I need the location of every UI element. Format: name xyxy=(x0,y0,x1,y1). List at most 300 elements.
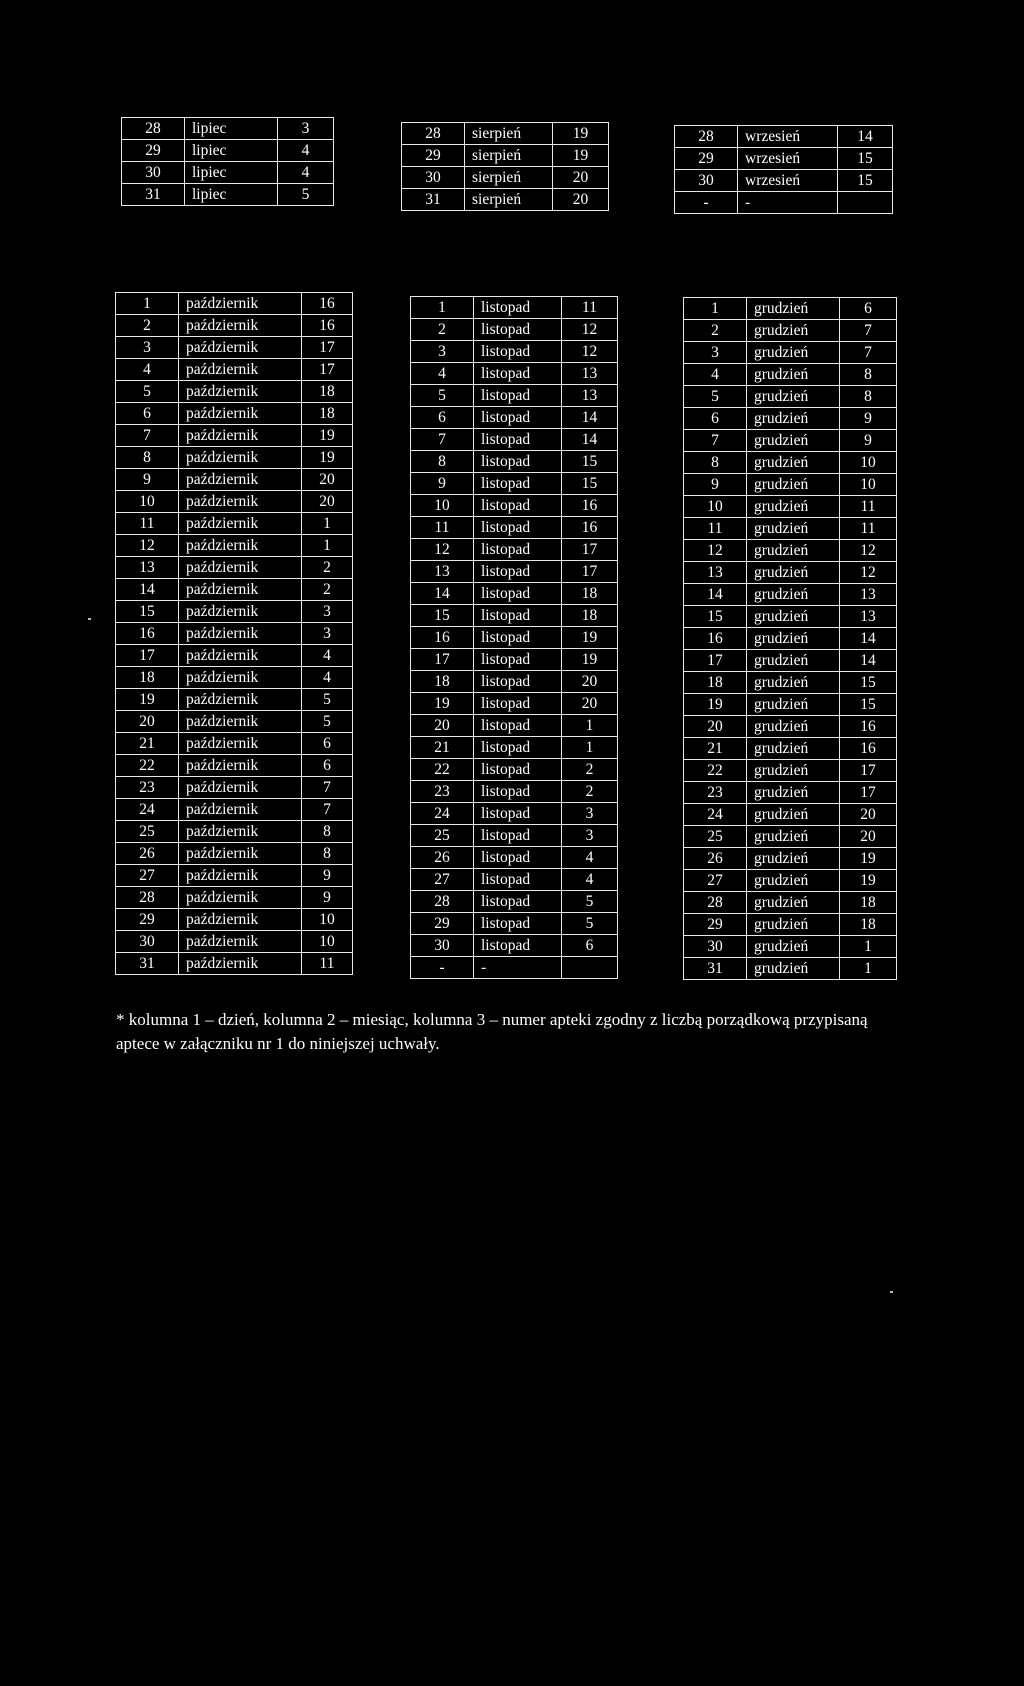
schedule-row xyxy=(684,474,897,496)
schedule-row xyxy=(684,496,897,518)
day-cell: 19 xyxy=(411,693,474,715)
schedule-row xyxy=(684,628,897,650)
schedule-november xyxy=(410,296,618,979)
pharmacy-number-cell: 15 xyxy=(838,148,893,170)
schedule-row xyxy=(684,672,897,694)
month-cell: grudzień xyxy=(747,474,840,496)
pharmacy-number-cell: 20 xyxy=(302,491,353,513)
month-cell: październik xyxy=(179,491,302,513)
pharmacy-number-cell: 15 xyxy=(840,694,897,716)
pharmacy-number-cell: 12 xyxy=(840,540,897,562)
schedule-row xyxy=(684,958,897,980)
pharmacy-number-cell: 5 xyxy=(562,891,618,913)
pharmacy-number-cell xyxy=(838,192,893,214)
month-cell: listopad xyxy=(474,759,562,781)
pharmacy-number-cell: 6 xyxy=(840,298,897,320)
month-cell: sierpień xyxy=(465,189,553,211)
day-cell: 30 xyxy=(684,936,747,958)
month-cell: listopad xyxy=(474,495,562,517)
day-cell: 15 xyxy=(116,601,179,623)
month-cell: grudzień xyxy=(747,342,840,364)
pharmacy-number-cell: 15 xyxy=(838,170,893,192)
schedule-december xyxy=(683,297,897,980)
schedule-row xyxy=(684,408,897,430)
schedule-row xyxy=(411,429,618,451)
scan-speck xyxy=(88,618,91,620)
day-cell: 28 xyxy=(411,891,474,913)
month-cell: październik xyxy=(179,689,302,711)
pharmacy-number-cell: 20 xyxy=(553,189,609,211)
schedule-row xyxy=(411,451,618,473)
schedule-row xyxy=(116,491,353,513)
schedule-row xyxy=(116,557,353,579)
schedule-row xyxy=(411,715,618,737)
month-cell: listopad xyxy=(474,319,562,341)
pharmacy-number-cell: 13 xyxy=(562,363,618,385)
schedule-row xyxy=(684,342,897,364)
schedule-row xyxy=(402,189,609,211)
day-cell: 10 xyxy=(411,495,474,517)
schedule-row xyxy=(116,337,353,359)
pharmacy-number-cell: 17 xyxy=(562,561,618,583)
day-cell: 1 xyxy=(684,298,747,320)
month-cell: październik xyxy=(179,535,302,557)
pharmacy-number-cell: 3 xyxy=(562,825,618,847)
month-cell: grudzień xyxy=(747,606,840,628)
pharmacy-number-cell: 7 xyxy=(302,799,353,821)
month-cell: grudzień xyxy=(747,452,840,474)
day-cell: 31 xyxy=(402,189,465,211)
pharmacy-number-cell: 1 xyxy=(302,513,353,535)
day-cell: 28 xyxy=(402,123,465,145)
pharmacy-number-cell: 2 xyxy=(562,781,618,803)
schedule-row xyxy=(684,716,897,738)
day-cell: 14 xyxy=(411,583,474,605)
day-cell: 25 xyxy=(116,821,179,843)
pharmacy-number-cell: 13 xyxy=(840,584,897,606)
pharmacy-number-cell: 4 xyxy=(562,847,618,869)
day-cell: 18 xyxy=(684,672,747,694)
pharmacy-number-cell: 15 xyxy=(840,672,897,694)
pharmacy-number-cell: 2 xyxy=(302,579,353,601)
month-cell: wrzesień xyxy=(738,126,838,148)
schedule-row xyxy=(116,909,353,931)
schedule-row xyxy=(411,627,618,649)
day-cell: 26 xyxy=(116,843,179,865)
pharmacy-number-cell: 1 xyxy=(840,936,897,958)
month-cell: grudzień xyxy=(747,870,840,892)
month-cell: październik xyxy=(179,733,302,755)
pharmacy-number-cell: 5 xyxy=(302,711,353,733)
day-cell: 27 xyxy=(684,870,747,892)
pharmacy-number-cell: 20 xyxy=(562,693,618,715)
pharmacy-number-cell: 10 xyxy=(302,931,353,953)
pharmacy-number-cell: 20 xyxy=(553,167,609,189)
month-cell: październik xyxy=(179,557,302,579)
schedule-row xyxy=(684,562,897,584)
pharmacy-number-cell: 16 xyxy=(302,293,353,315)
day-cell: 29 xyxy=(402,145,465,167)
schedule-row xyxy=(116,381,353,403)
month-cell: listopad xyxy=(474,583,562,605)
pharmacy-number-cell: 19 xyxy=(553,145,609,167)
schedule-row xyxy=(684,892,897,914)
day-cell: 7 xyxy=(116,425,179,447)
schedule-row xyxy=(675,148,893,170)
pharmacy-number-cell: 9 xyxy=(840,408,897,430)
month-cell: listopad xyxy=(474,363,562,385)
schedule-row xyxy=(411,605,618,627)
day-cell: 22 xyxy=(116,755,179,777)
schedule-row xyxy=(411,319,618,341)
day-cell: 8 xyxy=(684,452,747,474)
day-cell: 23 xyxy=(411,781,474,803)
day-cell: 12 xyxy=(116,535,179,557)
pharmacy-number-cell: 8 xyxy=(840,386,897,408)
schedule-row xyxy=(411,891,618,913)
month-cell: grudzień xyxy=(747,628,840,650)
pharmacy-number-cell: 16 xyxy=(562,517,618,539)
day-cell: 30 xyxy=(675,170,738,192)
day-cell: - xyxy=(411,957,474,979)
month-cell: październik xyxy=(179,843,302,865)
schedule-row xyxy=(684,936,897,958)
day-cell: 17 xyxy=(411,649,474,671)
day-cell: 29 xyxy=(122,140,185,162)
month-cell: grudzień xyxy=(747,694,840,716)
day-cell: 18 xyxy=(116,667,179,689)
pharmacy-number-cell: 17 xyxy=(302,337,353,359)
month-cell: lipiec xyxy=(185,118,278,140)
month-cell: październik xyxy=(179,821,302,843)
day-cell: 10 xyxy=(116,491,179,513)
pharmacy-number-cell: 20 xyxy=(562,671,618,693)
month-cell: listopad xyxy=(474,715,562,737)
month-cell: październik xyxy=(179,953,302,975)
month-cell: październik xyxy=(179,667,302,689)
schedule-row xyxy=(684,760,897,782)
month-cell: listopad xyxy=(474,869,562,891)
schedule-row xyxy=(402,145,609,167)
pharmacy-number-cell: 6 xyxy=(562,935,618,957)
day-cell: 28 xyxy=(116,887,179,909)
day-cell: 26 xyxy=(411,847,474,869)
pharmacy-number-cell: 13 xyxy=(562,385,618,407)
day-cell: 31 xyxy=(116,953,179,975)
pharmacy-number-cell: 3 xyxy=(562,803,618,825)
pharmacy-number-cell: 3 xyxy=(302,601,353,623)
schedule-row xyxy=(116,293,353,315)
month-cell: - xyxy=(738,192,838,214)
day-cell: 19 xyxy=(684,694,747,716)
schedule-row xyxy=(116,711,353,733)
schedule-row xyxy=(684,364,897,386)
schedule-row xyxy=(116,535,353,557)
pharmacy-number-cell: 12 xyxy=(840,562,897,584)
schedule-row xyxy=(122,118,334,140)
schedule-row xyxy=(684,804,897,826)
day-cell: 12 xyxy=(411,539,474,561)
schedule-row xyxy=(684,452,897,474)
pharmacy-number-cell: 7 xyxy=(302,777,353,799)
day-cell: 23 xyxy=(684,782,747,804)
day-cell: 2 xyxy=(411,319,474,341)
schedule-row xyxy=(411,671,618,693)
day-cell: 3 xyxy=(411,341,474,363)
pharmacy-number-cell: 7 xyxy=(840,342,897,364)
month-cell: grudzień xyxy=(747,804,840,826)
month-cell: październik xyxy=(179,381,302,403)
schedule-july xyxy=(121,117,334,206)
pharmacy-number-cell: 19 xyxy=(302,447,353,469)
pharmacy-number-cell: 4 xyxy=(302,667,353,689)
pharmacy-number-cell: 4 xyxy=(278,162,334,184)
day-cell: 4 xyxy=(411,363,474,385)
pharmacy-number-cell: 9 xyxy=(302,865,353,887)
month-cell: październik xyxy=(179,447,302,469)
day-cell: 15 xyxy=(684,606,747,628)
pharmacy-number-cell: 2 xyxy=(302,557,353,579)
month-cell: listopad xyxy=(474,297,562,319)
pharmacy-number-cell: 1 xyxy=(562,737,618,759)
month-cell: grudzień xyxy=(747,540,840,562)
month-cell: listopad xyxy=(474,605,562,627)
schedule-row xyxy=(411,825,618,847)
month-cell: listopad xyxy=(474,407,562,429)
day-cell: 16 xyxy=(684,628,747,650)
schedule-row xyxy=(411,847,618,869)
schedule-row xyxy=(116,865,353,887)
day-cell: 21 xyxy=(411,737,474,759)
schedule-row xyxy=(116,601,353,623)
schedule-row xyxy=(116,315,353,337)
schedule-row xyxy=(411,473,618,495)
schedule-september xyxy=(674,125,893,214)
schedule-row xyxy=(675,170,893,192)
month-cell: grudzień xyxy=(747,738,840,760)
schedule-row xyxy=(116,755,353,777)
day-cell: 19 xyxy=(116,689,179,711)
month-cell: grudzień xyxy=(747,518,840,540)
pharmacy-number-cell: 14 xyxy=(562,429,618,451)
month-cell: grudzień xyxy=(747,958,840,980)
schedule-august xyxy=(401,122,609,211)
month-cell: październik xyxy=(179,931,302,953)
schedule-row xyxy=(116,425,353,447)
pharmacy-number-cell: 16 xyxy=(840,716,897,738)
month-cell: listopad xyxy=(474,429,562,451)
schedule-row xyxy=(411,957,618,979)
day-cell: 30 xyxy=(116,931,179,953)
pharmacy-number-cell: 17 xyxy=(562,539,618,561)
month-cell: październik xyxy=(179,645,302,667)
pharmacy-number-cell: 4 xyxy=(278,140,334,162)
day-cell: 7 xyxy=(684,430,747,452)
month-cell: listopad xyxy=(474,627,562,649)
month-cell: listopad xyxy=(474,891,562,913)
pharmacy-number-cell: 12 xyxy=(562,319,618,341)
schedule-row xyxy=(116,645,353,667)
schedule-row xyxy=(675,192,893,214)
month-cell: grudzień xyxy=(747,584,840,606)
pharmacy-number-cell: 20 xyxy=(302,469,353,491)
day-cell: 12 xyxy=(684,540,747,562)
day-cell: 5 xyxy=(411,385,474,407)
month-cell: grudzień xyxy=(747,716,840,738)
day-cell: 13 xyxy=(116,557,179,579)
pharmacy-number-cell: 12 xyxy=(562,341,618,363)
day-cell: 14 xyxy=(684,584,747,606)
month-cell: grudzień xyxy=(747,914,840,936)
schedule-row xyxy=(684,320,897,342)
schedule-row xyxy=(411,759,618,781)
month-cell: październik xyxy=(179,623,302,645)
month-cell: listopad xyxy=(474,451,562,473)
month-cell: październik xyxy=(179,513,302,535)
pharmacy-number-cell: 1 xyxy=(562,715,618,737)
schedule-row xyxy=(411,649,618,671)
month-cell: grudzień xyxy=(747,782,840,804)
month-cell: lipiec xyxy=(185,140,278,162)
pharmacy-number-cell: 16 xyxy=(840,738,897,760)
month-cell: sierpień xyxy=(465,123,553,145)
day-cell: 21 xyxy=(684,738,747,760)
day-cell: 30 xyxy=(402,167,465,189)
month-cell: listopad xyxy=(474,539,562,561)
pharmacy-number-cell: 14 xyxy=(840,650,897,672)
month-cell: listopad xyxy=(474,341,562,363)
schedule-row xyxy=(122,140,334,162)
pharmacy-number-cell: 8 xyxy=(302,843,353,865)
month-cell: październik xyxy=(179,293,302,315)
pharmacy-number-cell: 18 xyxy=(840,892,897,914)
schedule-row xyxy=(411,803,618,825)
pharmacy-number-cell: 18 xyxy=(302,381,353,403)
month-cell: grudzień xyxy=(747,430,840,452)
pharmacy-number-cell: 13 xyxy=(840,606,897,628)
pharmacy-number-cell: 5 xyxy=(562,913,618,935)
day-cell: 16 xyxy=(116,623,179,645)
pharmacy-number-cell: 9 xyxy=(302,887,353,909)
month-cell: listopad xyxy=(474,385,562,407)
day-cell: 28 xyxy=(122,118,185,140)
day-cell: 24 xyxy=(411,803,474,825)
schedule-row xyxy=(122,162,334,184)
day-cell: 30 xyxy=(411,935,474,957)
pharmacy-number-cell: 15 xyxy=(562,451,618,473)
schedule-row xyxy=(116,821,353,843)
month-cell: listopad xyxy=(474,671,562,693)
day-cell: 17 xyxy=(116,645,179,667)
pharmacy-number-cell: 17 xyxy=(302,359,353,381)
schedule-row xyxy=(411,935,618,957)
schedule-row xyxy=(116,447,353,469)
month-cell: październik xyxy=(179,403,302,425)
month-cell: grudzień xyxy=(747,672,840,694)
schedule-row xyxy=(684,914,897,936)
pharmacy-number-cell: 20 xyxy=(840,826,897,848)
schedule-row xyxy=(411,913,618,935)
month-cell: październik xyxy=(179,601,302,623)
schedule-row xyxy=(684,518,897,540)
month-cell: grudzień xyxy=(747,408,840,430)
month-cell: listopad xyxy=(474,781,562,803)
schedule-row xyxy=(684,694,897,716)
month-cell: październik xyxy=(179,777,302,799)
month-cell: grudzień xyxy=(747,298,840,320)
pharmacy-number-cell: 16 xyxy=(302,315,353,337)
month-cell: październik xyxy=(179,425,302,447)
schedule-row xyxy=(684,826,897,848)
schedule-row xyxy=(684,606,897,628)
schedule-row xyxy=(684,650,897,672)
day-cell: 24 xyxy=(116,799,179,821)
schedule-row xyxy=(411,869,618,891)
day-cell: 15 xyxy=(411,605,474,627)
day-cell: 18 xyxy=(411,671,474,693)
pharmacy-number-cell: 19 xyxy=(840,848,897,870)
month-cell: listopad xyxy=(474,825,562,847)
month-cell: grudzień xyxy=(747,650,840,672)
month-cell: październik xyxy=(179,909,302,931)
schedule-row xyxy=(684,298,897,320)
day-cell: 4 xyxy=(684,364,747,386)
schedule-row xyxy=(411,583,618,605)
day-cell: 14 xyxy=(116,579,179,601)
pharmacy-number-cell: 7 xyxy=(840,320,897,342)
pharmacy-number-cell: 20 xyxy=(840,804,897,826)
schedule-row xyxy=(411,385,618,407)
day-cell: 7 xyxy=(411,429,474,451)
month-cell: październik xyxy=(179,865,302,887)
scan-speck xyxy=(890,1291,893,1293)
month-cell: sierpień xyxy=(465,145,553,167)
day-cell: 30 xyxy=(122,162,185,184)
day-cell: 26 xyxy=(684,848,747,870)
day-cell: 11 xyxy=(684,518,747,540)
day-cell: 11 xyxy=(411,517,474,539)
schedule-row xyxy=(116,799,353,821)
day-cell: 29 xyxy=(116,909,179,931)
schedule-row xyxy=(116,689,353,711)
schedule-row xyxy=(411,781,618,803)
schedule-row xyxy=(684,848,897,870)
month-cell: październik xyxy=(179,359,302,381)
schedule-row xyxy=(684,782,897,804)
month-cell: sierpień xyxy=(465,167,553,189)
month-cell: grudzień xyxy=(747,826,840,848)
schedule-row xyxy=(411,539,618,561)
pharmacy-number-cell: 18 xyxy=(840,914,897,936)
pharmacy-number-cell: 19 xyxy=(302,425,353,447)
day-cell: 29 xyxy=(411,913,474,935)
pharmacy-number-cell: 18 xyxy=(562,605,618,627)
month-cell: listopad xyxy=(474,737,562,759)
month-cell: grudzień xyxy=(747,848,840,870)
pharmacy-number-cell: 18 xyxy=(302,403,353,425)
day-cell: 29 xyxy=(675,148,738,170)
pharmacy-number-cell: 4 xyxy=(302,645,353,667)
month-cell: październik xyxy=(179,315,302,337)
schedule-row xyxy=(402,167,609,189)
pharmacy-number-cell: 10 xyxy=(840,474,897,496)
schedule-row xyxy=(684,386,897,408)
pharmacy-number-cell xyxy=(562,957,618,979)
day-cell: 23 xyxy=(116,777,179,799)
schedule-row xyxy=(675,126,893,148)
schedule-row xyxy=(684,430,897,452)
day-cell: 5 xyxy=(684,386,747,408)
